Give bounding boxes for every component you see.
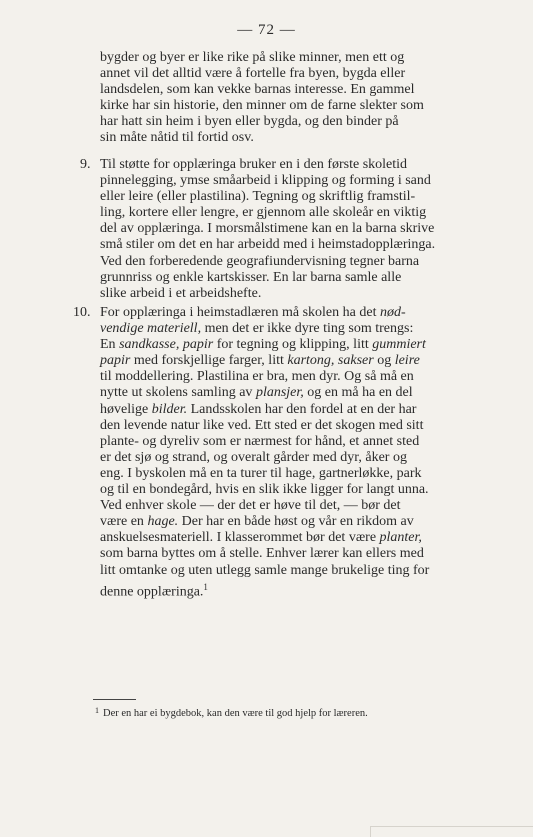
emphasis: plansjer, (255, 385, 304, 401)
text-line: denne opplæringa.$^1$ (100, 581, 208, 600)
footnote (95, 706, 368, 719)
text-line: Ved enhver skole — der det er høve til det, — bør det (100, 498, 401, 514)
footnote-marker: 1 (95, 706, 99, 715)
numbered-paragraph (100, 157, 488, 302)
text-line: plante- og dyreliv som er nærmest for hånd, et annet sted (100, 433, 420, 449)
page-edge-mark (370, 826, 533, 837)
emphasis: hage. (147, 514, 179, 530)
text-line: pinnelegging, ymse småarbeid i klipping og forming i sand (100, 173, 431, 189)
text-line: eng. I byskolen må en ta turer til hage, gartnerløkke, park (100, 465, 422, 481)
text-line: slike arbeid i et arbeidshefte. (100, 285, 262, 301)
text-line: høvelige bilder. Landsskolen har den fordel at en der har (100, 401, 417, 417)
text-line: En sandkasse, papir for tegning og klipping, litt gummiert (100, 337, 426, 353)
text-line: papir med forskjellige farger, litt kartong, sakser og leire (100, 353, 420, 369)
text-line: Til støtte for opplæringa bruker en i den første skoletid (100, 157, 408, 172)
text-line: den levende natur like ved. Ett sted er det skogen med sitt (100, 417, 424, 433)
item-number: 10. (73, 305, 91, 320)
text-line: bygder og byer er like rike på slike minner, men ett og (100, 50, 405, 65)
text-line: anskuelsesmateriell. I klasserommet bør det være planter, (100, 530, 422, 546)
emphasis: gummiert (372, 337, 426, 353)
text-line: og til en bondegård, hvis en slik ikke ligger for langt unna. (100, 482, 429, 498)
emphasis: bilder. (151, 401, 188, 417)
paragraph (100, 50, 488, 147)
footnote-marker: 1 (203, 581, 208, 592)
text-line: være en hage. Der har en både høst og vår en rikdom av (100, 514, 414, 530)
text-line: vendige materiell, men det er ikke dyre ting som trengs: (100, 321, 414, 337)
text-line: kirke har sin historie, den minner om de farne slekter som (100, 98, 424, 114)
text-line: eller leire (eller plastilina). Tegning og skriftlig framstil- (100, 189, 416, 205)
text-line: sin måte nåtid til fortid osv. (100, 130, 254, 146)
text-line: annet vil det alltid være å fortelle fra byen, bygda eller (100, 66, 406, 82)
text-line: er det sjø og strand, og overalt gårder med dyr, åker og (100, 449, 407, 465)
text-line: grunnriss og enkle kartskisser. En lar barna samle alle (100, 269, 402, 285)
item-number: 9. (80, 157, 91, 172)
footnote-divider (93, 699, 136, 700)
text-line: litt omtanke og uten utlegg samle mange brukelige ting for (100, 562, 430, 578)
emphasis: vendige materiell, (100, 321, 202, 337)
text-line: Ved den forberedende geografiundervisning tegner barna (100, 253, 420, 269)
text-line: del av opplæringa. I morsmålstimene kan en la barna skrive (100, 221, 435, 237)
text-line: har hatt sin heim i byen eller bygda, og den binder på (100, 114, 399, 130)
footnote-text: Der en har ei bygdebok, kan den være til god hjelp for læreren. (103, 708, 368, 719)
emphasis: nød- (379, 305, 406, 320)
emphasis: planter, (379, 530, 422, 546)
text-line: til moddellering. Plastilina er bra, men dyr. Og så må en (100, 369, 414, 385)
text-line: nytte ut skolens samling av plansjer, og en må ha en del (100, 385, 413, 401)
emphasis: leire (394, 353, 420, 369)
text-line: som barna byttes om å stelle. Enhver lærer kan ellers med (100, 546, 424, 562)
emphasis: sandkasse, papir (119, 337, 214, 353)
numbered-paragraph (100, 305, 488, 600)
emphasis: papir (100, 353, 131, 369)
text-line: For opplæringa i heimstadlæren må skolen ha det nød- (100, 305, 406, 320)
text-line: landsdelen, som kan vekke barnas interesse. En gammel (100, 82, 415, 98)
text-line: små stiler om det en har arbeidd med i heimstadopplæringa. (100, 237, 436, 253)
emphasis: kartong, sakser (287, 353, 374, 369)
page-number: — 72 — (237, 22, 296, 38)
text-line: ling, kortere eller lengre, er gjennom alle skoleår en viktig (100, 205, 427, 221)
